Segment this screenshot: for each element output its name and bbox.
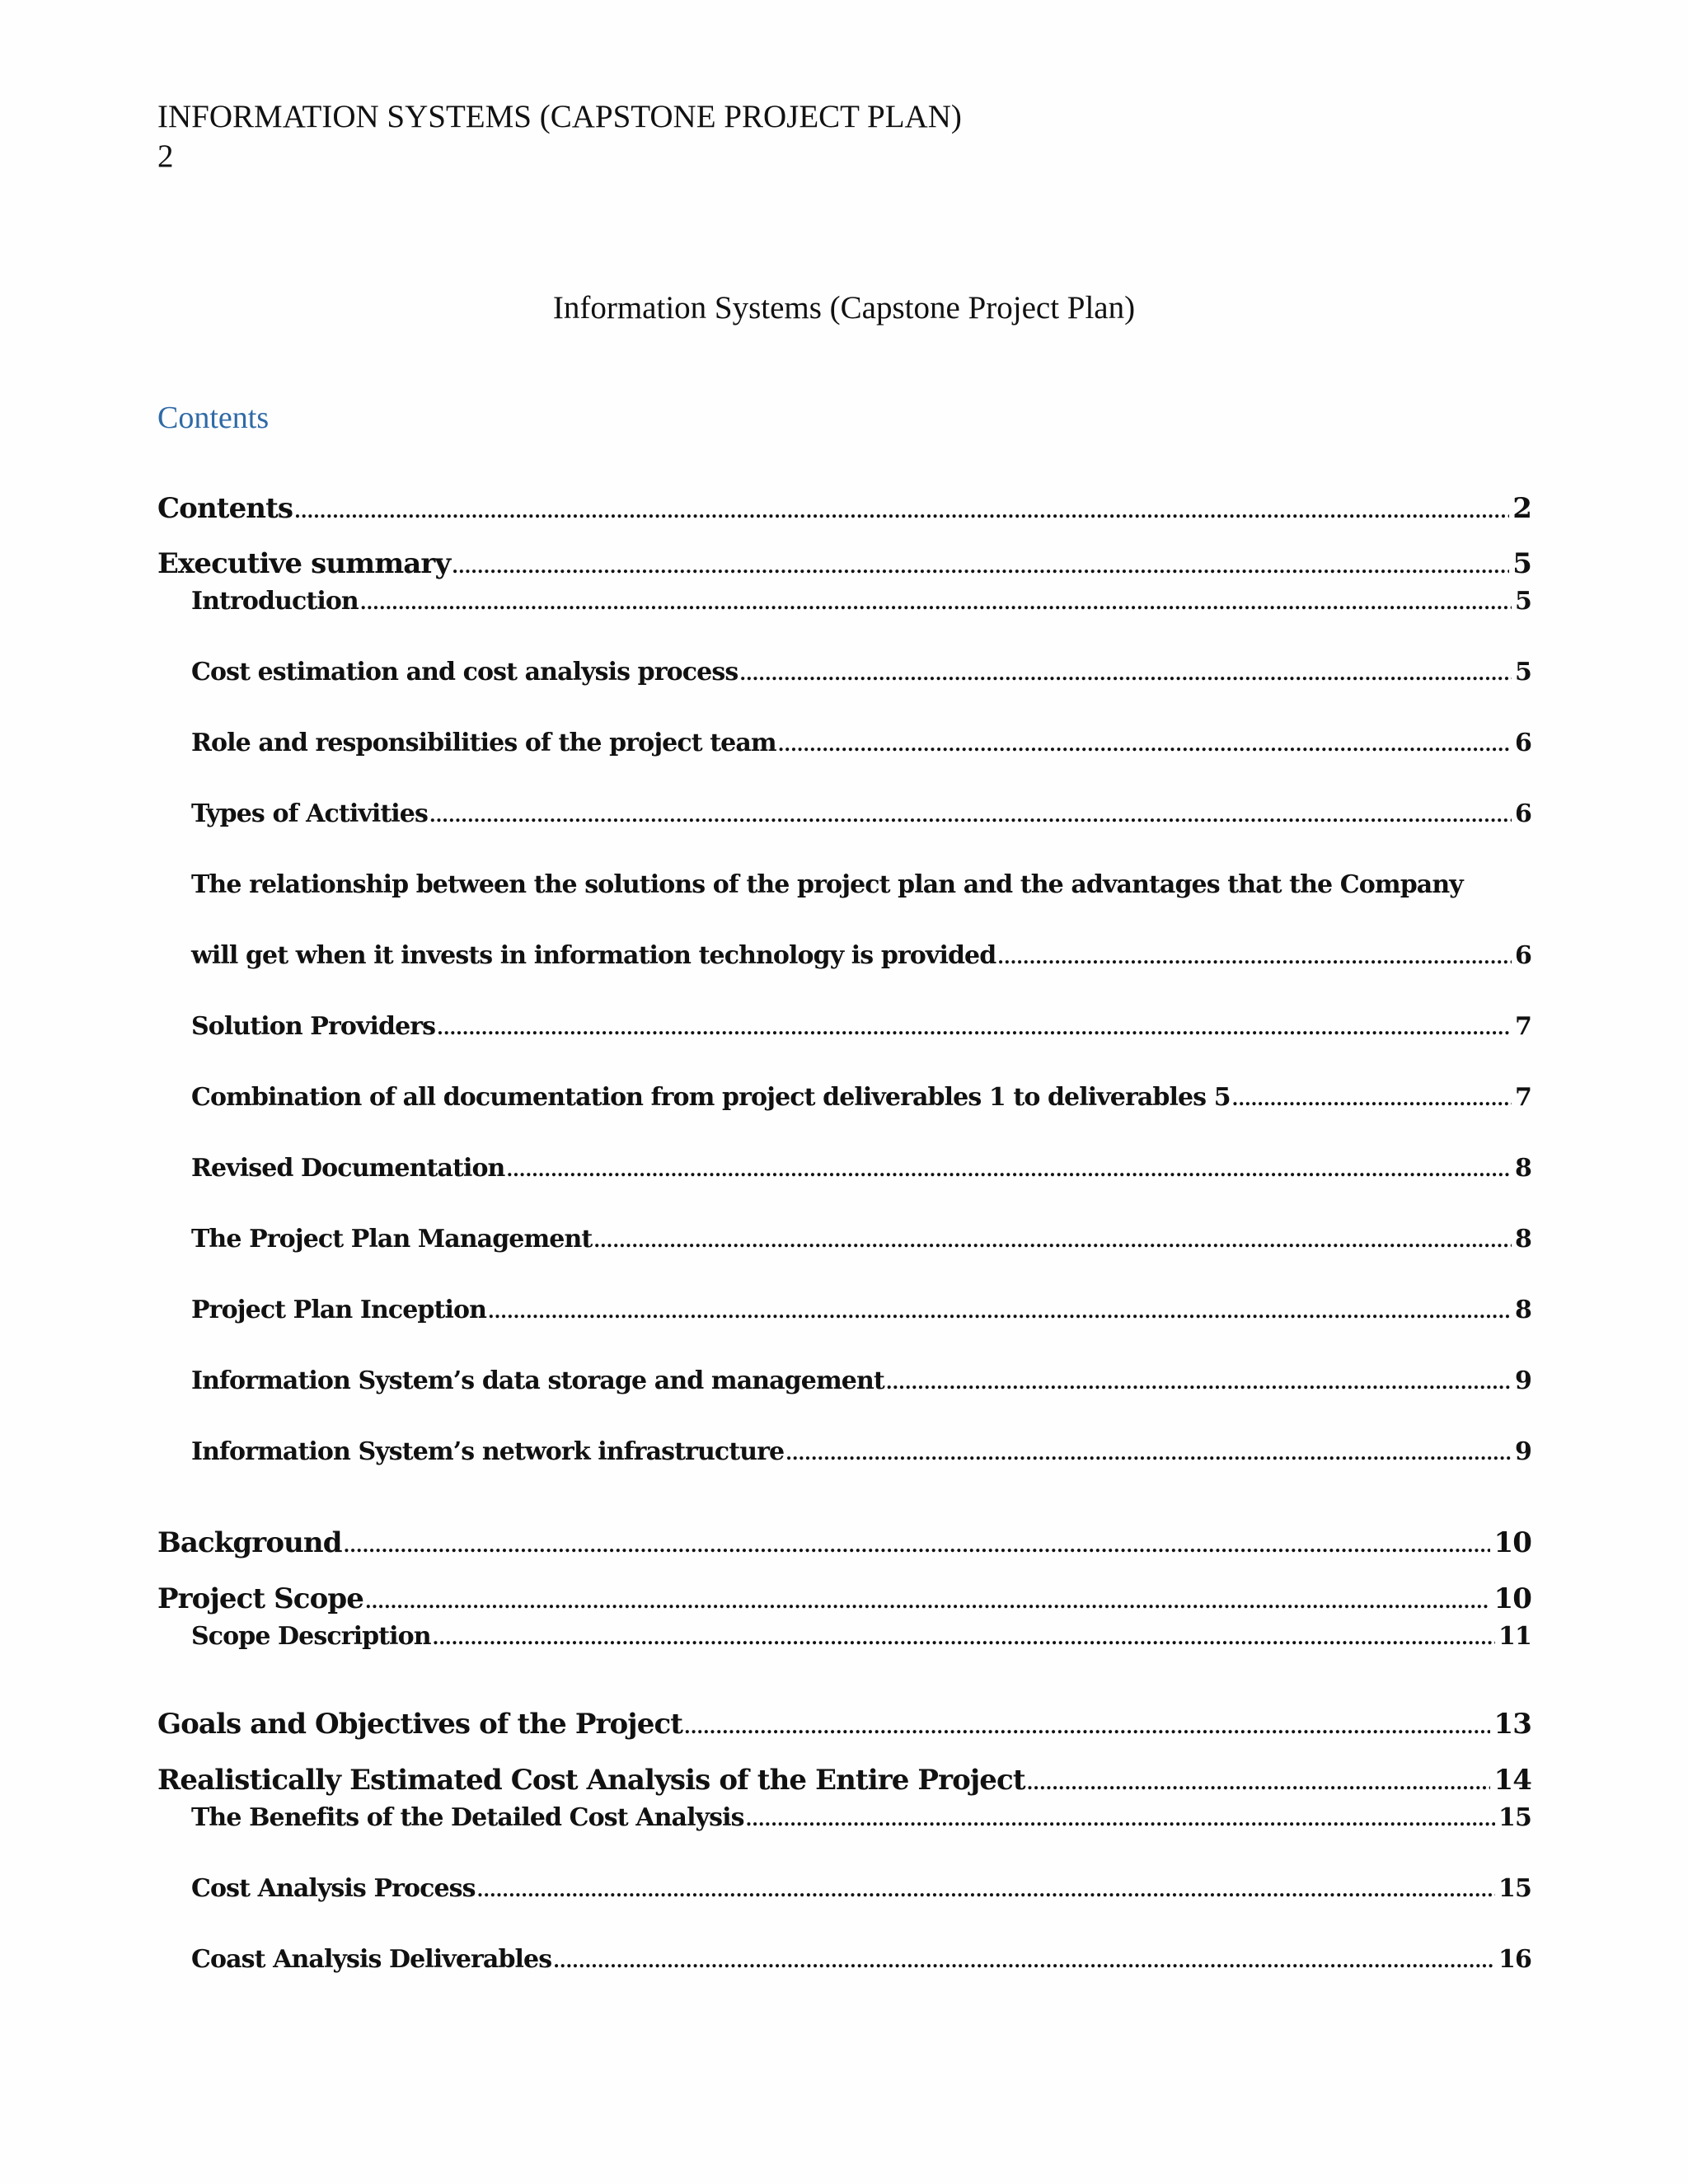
toc-leader-dots <box>433 1622 1495 1651</box>
toc-leader-dots <box>360 587 1512 616</box>
toc-entry-page: 7 <box>1515 1012 1531 1041</box>
toc-entry-label: Project Scope <box>157 1582 363 1615</box>
toc-leader-dots <box>997 941 1512 970</box>
toc-leader-dots <box>365 1582 1491 1615</box>
toc-entry-label: The Project Plan Management <box>191 1225 593 1254</box>
toc-entry-label: Information System’s network infrastructure <box>191 1437 785 1466</box>
toc-entry-scope-description[interactable] <box>191 1622 1531 1651</box>
toc-leader-dots <box>1232 1083 1512 1112</box>
toc-leader-dots <box>593 1225 1512 1254</box>
toc-entry-revised-documentation[interactable] <box>191 1154 1531 1183</box>
toc-entry-label: Introduction <box>191 587 359 616</box>
toc-entry-label: Role and responsibilities of the project team <box>191 729 776 757</box>
toc-leader-dots <box>785 1437 1512 1466</box>
toc-entry-page: 15 <box>1498 1803 1531 1832</box>
toc-entry-page: 8 <box>1515 1296 1531 1324</box>
toc-leader-dots <box>477 1874 1495 1903</box>
toc-entry-cost-estimation[interactable] <box>191 658 1531 687</box>
toc-entry-page: 7 <box>1515 1083 1531 1112</box>
toc-leader-dots <box>886 1366 1512 1395</box>
toc-entry-page: 5 <box>1515 658 1531 687</box>
toc-entry-page: 8 <box>1515 1225 1531 1254</box>
toc-entry-deliverables[interactable] <box>191 1945 1531 1974</box>
toc-entry-label: Contents <box>157 492 293 525</box>
toc-entry-page: 10 <box>1493 1526 1531 1559</box>
toc-entry-page: 11 <box>1498 1622 1531 1651</box>
toc-leader-dots <box>553 1945 1495 1974</box>
toc-entry-label: Types of Activities <box>191 799 428 828</box>
toc-entry-cost-analysis[interactable] <box>157 1764 1531 1797</box>
toc-entry-label: will get when it invests in information technology is provided <box>191 941 996 970</box>
toc-entry-label: Cost Analysis Process <box>191 1874 476 1903</box>
toc-entry-relationship-line1[interactable]: The relationship between the solutions of the project plan and the advantages that the Company <box>191 870 1463 899</box>
toc-entry-label: Scope Description <box>191 1622 431 1651</box>
contents-heading: Contents <box>157 401 270 435</box>
document-title: Information Systems (Capstone Project Plan) <box>552 290 1136 326</box>
toc-entry-goals[interactable] <box>157 1708 1531 1741</box>
toc-leader-dots <box>506 1154 1512 1183</box>
toc-leader-dots <box>1027 1764 1491 1797</box>
toc-entry-label: Realistically Estimated Cost Analysis of the Entire Project <box>157 1764 1025 1797</box>
toc-entry-plan-management[interactable] <box>191 1225 1531 1254</box>
toc-entry-introduction[interactable] <box>191 587 1531 616</box>
toc-entry-page: 16 <box>1498 1945 1531 1974</box>
toc-entry-label: Solution Providers <box>191 1012 436 1041</box>
toc-leader-dots <box>684 1708 1490 1741</box>
toc-entry-page: 15 <box>1498 1874 1531 1903</box>
toc-entry-label: Information System’s data storage and management <box>191 1366 884 1395</box>
toc-entry-cost-process[interactable] <box>191 1874 1531 1903</box>
toc-entry-page: 10 <box>1493 1582 1531 1615</box>
toc-entry-network[interactable] <box>191 1437 1531 1466</box>
toc-entry-project-scope[interactable] <box>157 1582 1531 1615</box>
toc-entry-contents[interactable] <box>157 492 1531 525</box>
toc-entry-page: 6 <box>1515 941 1531 970</box>
toc-entry-page: 2 <box>1512 492 1531 525</box>
toc-entry-page: 13 <box>1493 1708 1531 1741</box>
running-header-page-number: 2 <box>157 138 174 174</box>
toc-entry-label: The Benefits of the Detailed Cost Analysis <box>191 1803 744 1832</box>
toc-entry-background[interactable] <box>157 1526 1531 1559</box>
toc-entry-page: 5 <box>1512 547 1531 580</box>
toc-leader-dots <box>429 799 1512 828</box>
toc-entry-page: 6 <box>1515 799 1531 828</box>
toc-entry-page: 14 <box>1493 1764 1531 1797</box>
toc-entry-label: Revised Documentation <box>191 1154 505 1183</box>
toc-entry-executive-summary[interactable] <box>157 547 1531 580</box>
toc-entry-benefits[interactable] <box>191 1803 1531 1832</box>
toc-leader-dots <box>778 729 1512 757</box>
toc-entry-label: Cost estimation and cost analysis process <box>191 658 738 687</box>
toc-leader-dots <box>294 492 1509 525</box>
toc-entry-label: Coast Analysis Deliverables <box>191 1945 552 1974</box>
toc-entry-page: 6 <box>1515 729 1531 757</box>
toc-entry-page: 5 <box>1515 587 1531 616</box>
toc-entry-activities[interactable] <box>191 799 1531 828</box>
toc-leader-dots <box>488 1296 1512 1324</box>
toc-entry-relationship[interactable] <box>191 941 1531 970</box>
toc-leader-dots <box>746 1803 1495 1832</box>
toc-entry-roles[interactable] <box>191 729 1531 757</box>
toc-leader-dots <box>344 1526 1491 1559</box>
toc-entry-label: Project Plan Inception <box>191 1296 486 1324</box>
toc-entry-label: Goals and Objectives of the Project <box>157 1708 683 1741</box>
toc-entry-solution-providers[interactable] <box>191 1012 1531 1041</box>
toc-entry-label: Executive summary <box>157 547 451 580</box>
toc-entry-page: 9 <box>1515 1366 1531 1395</box>
toc-entry-label: Combination of all documentation from project deliverables 1 to deliverables 5 <box>191 1083 1231 1112</box>
toc-entry-page: 9 <box>1515 1437 1531 1466</box>
toc-leader-dots <box>437 1012 1512 1041</box>
toc-leader-dots <box>739 658 1512 687</box>
toc-entry-plan-inception[interactable] <box>191 1296 1531 1324</box>
running-header-title: INFORMATION SYSTEMS (CAPSTONE PROJECT PLAN) <box>157 99 962 134</box>
toc-leader-dots <box>452 547 1509 580</box>
toc-entry-combination[interactable] <box>191 1083 1531 1112</box>
toc-entry-page: 8 <box>1515 1154 1531 1183</box>
toc-entry-label: Background <box>157 1526 342 1559</box>
toc-entry-data-storage[interactable] <box>191 1366 1531 1395</box>
